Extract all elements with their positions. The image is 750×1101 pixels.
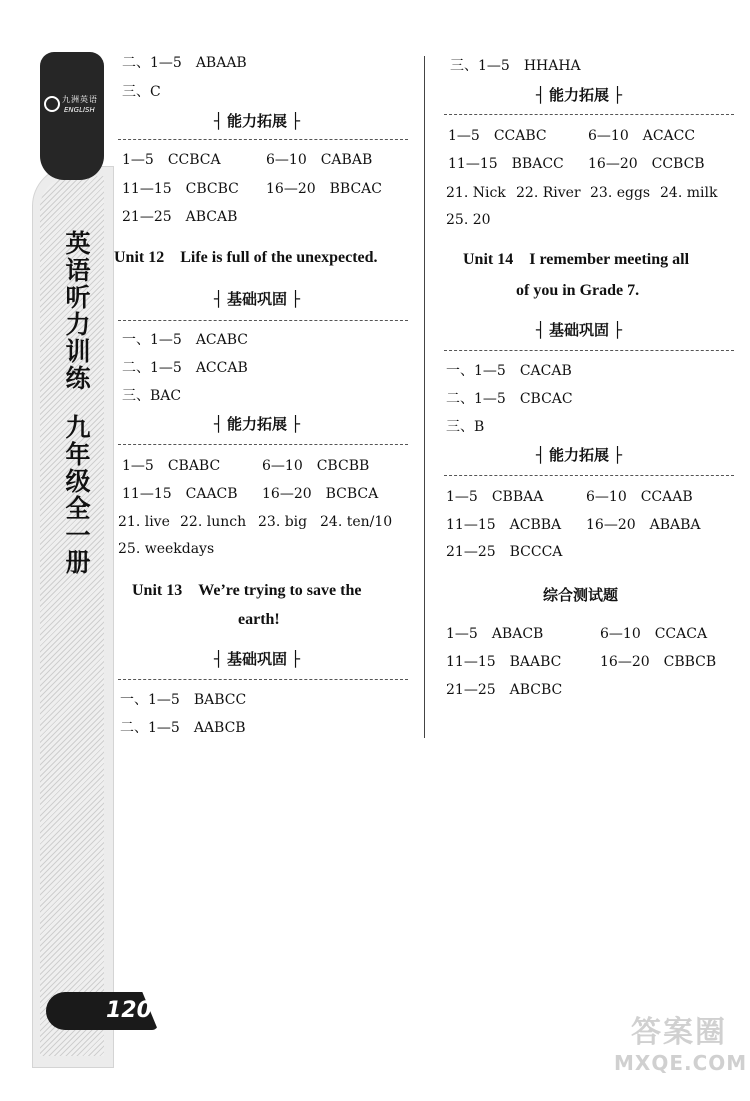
fill-answer: 23. eggs <box>590 185 651 201</box>
fill-answer: 23. big <box>258 514 308 530</box>
dashed-rule <box>118 444 408 445</box>
answer-line: 21—25 ABCBC <box>446 682 563 698</box>
answer-line: 1—5 CBBAA <box>446 489 544 505</box>
spine-subtitle-char: 九 <box>65 413 91 442</box>
unit-title: Unit 12 Life is full of the unexpected. <box>114 249 378 266</box>
answer-line: 二、1—5 CBCAC <box>446 391 573 407</box>
answer-line: 6—10 CBCBB <box>262 458 370 474</box>
spine-title-char: 语 <box>65 256 91 285</box>
answer-line: 16—20 BBCAC <box>266 181 382 197</box>
fill-answer: 21. Nick <box>446 185 506 201</box>
fill-answer: 25. weekdays <box>118 541 215 557</box>
unit-title: Unit 14 I remember meeting all <box>463 251 690 268</box>
dashed-rule <box>444 475 734 476</box>
answer-line: 三、C <box>122 84 161 100</box>
dashed-rule <box>444 350 734 351</box>
dashed-rule <box>118 139 408 140</box>
answer-line: 三、B <box>446 419 485 435</box>
dashed-rule <box>118 679 408 680</box>
fill-answer: 21. live <box>118 514 170 530</box>
fill-answer: 24. ten/10 <box>320 514 393 530</box>
answer-line: 二、1—5 AABCB <box>120 720 246 736</box>
spine-subtitle-char: 册 <box>65 548 91 577</box>
section-heading: ┤ 能力拓展 ├ <box>214 415 300 433</box>
answer-line: 11—15 CBCBC <box>122 181 239 197</box>
fill-answer: 25. 20 <box>446 212 491 228</box>
section-heading: ┤ 基础巩固 ├ <box>536 321 622 339</box>
section-heading: ┤ 基础巩固 ├ <box>214 290 300 308</box>
logo-subtext: ENGLISH <box>64 106 95 114</box>
unit-title: of you in Grade 7. <box>516 282 640 299</box>
answer-line: 1—5 ABACB <box>446 626 544 642</box>
dashed-rule <box>444 114 734 115</box>
answer-line: 11—15 ACBBA <box>446 517 562 533</box>
spine-gap <box>56 392 100 414</box>
section-heading: ┤ 能力拓展 ├ <box>536 86 622 104</box>
answer-line: 16—20 CBBCB <box>600 654 717 670</box>
answer-line: 三、1—5 HHAHA <box>450 58 581 74</box>
spine-title-char: 练 <box>65 364 91 393</box>
answer-line: 11—15 BBACC <box>448 156 564 172</box>
answer-line: 二、1—5 ABAAB <box>122 55 247 71</box>
spine-title-char: 听 <box>65 283 91 312</box>
logo-text: 九洲英语 <box>62 95 98 104</box>
watermark <box>614 1015 748 1076</box>
fill-answer: 22. lunch <box>180 514 247 530</box>
spine-title-char: 训 <box>65 337 91 366</box>
fill-answer: 22. River <box>516 185 581 201</box>
page-number: 120 <box>106 998 152 1023</box>
answer-line: 6—10 ACACC <box>588 128 696 144</box>
section-heading: ┤ 能力拓展 ├ <box>536 446 622 464</box>
answer-line: 二、1—5 ACCAB <box>122 360 248 376</box>
answer-line: 6—10 CCACA <box>600 626 708 642</box>
answer-line: 1—5 CBABC <box>122 458 221 474</box>
answer-line: 11—15 BAABC <box>446 654 562 670</box>
answer-line: 一、1—5 CACAB <box>446 363 572 379</box>
spine-title-char: 英 <box>65 229 91 258</box>
unit-title: earth! <box>238 611 280 628</box>
spine-title <box>56 230 100 576</box>
section-heading: ┤ 基础巩固 ├ <box>214 650 300 668</box>
answer-line: 21—25 ABCAB <box>122 209 238 225</box>
column-divider <box>424 56 425 738</box>
spine-title-char: 力 <box>65 310 91 339</box>
answer-line: 三、BAC <box>122 388 182 404</box>
unit-title: Unit 13 We’re trying to save the <box>132 582 362 599</box>
spine-subtitle-char: 全 <box>65 494 91 523</box>
answer-line: 6—10 CABAB <box>266 152 373 168</box>
answer-line: 16—20 CCBCB <box>588 156 705 172</box>
answer-line: 11—15 CAACB <box>122 486 238 502</box>
spine-subtitle-char: 级 <box>65 467 91 496</box>
comprehensive-test-title: 综合测试题 <box>543 586 619 604</box>
answer-line: 一、1—5 ACABC <box>122 332 249 348</box>
answer-line: 1—5 CCBCA <box>122 152 221 168</box>
watermark-text: 答案圈 <box>631 1015 727 1050</box>
publisher-logo <box>44 90 100 120</box>
answer-line: 16—20 ABABA <box>586 517 701 533</box>
answer-line: 1—5 CCABC <box>448 128 547 144</box>
logo-swirl-icon <box>44 96 60 112</box>
spine-subtitle-char: 一 <box>65 521 91 550</box>
answer-line: 一、1—5 BABCC <box>120 692 247 708</box>
section-heading: ┤ 能力拓展 ├ <box>214 112 300 130</box>
answer-line: 16—20 BCBCA <box>262 486 379 502</box>
dashed-rule <box>118 320 408 321</box>
fill-answer: 24. milk <box>660 185 718 201</box>
watermark-url: MXQE.COM <box>614 1051 748 1075</box>
answer-line: 6—10 CCAAB <box>586 489 693 505</box>
answer-line: 21—25 BCCCA <box>446 544 563 560</box>
spine-subtitle-char: 年 <box>65 440 91 469</box>
